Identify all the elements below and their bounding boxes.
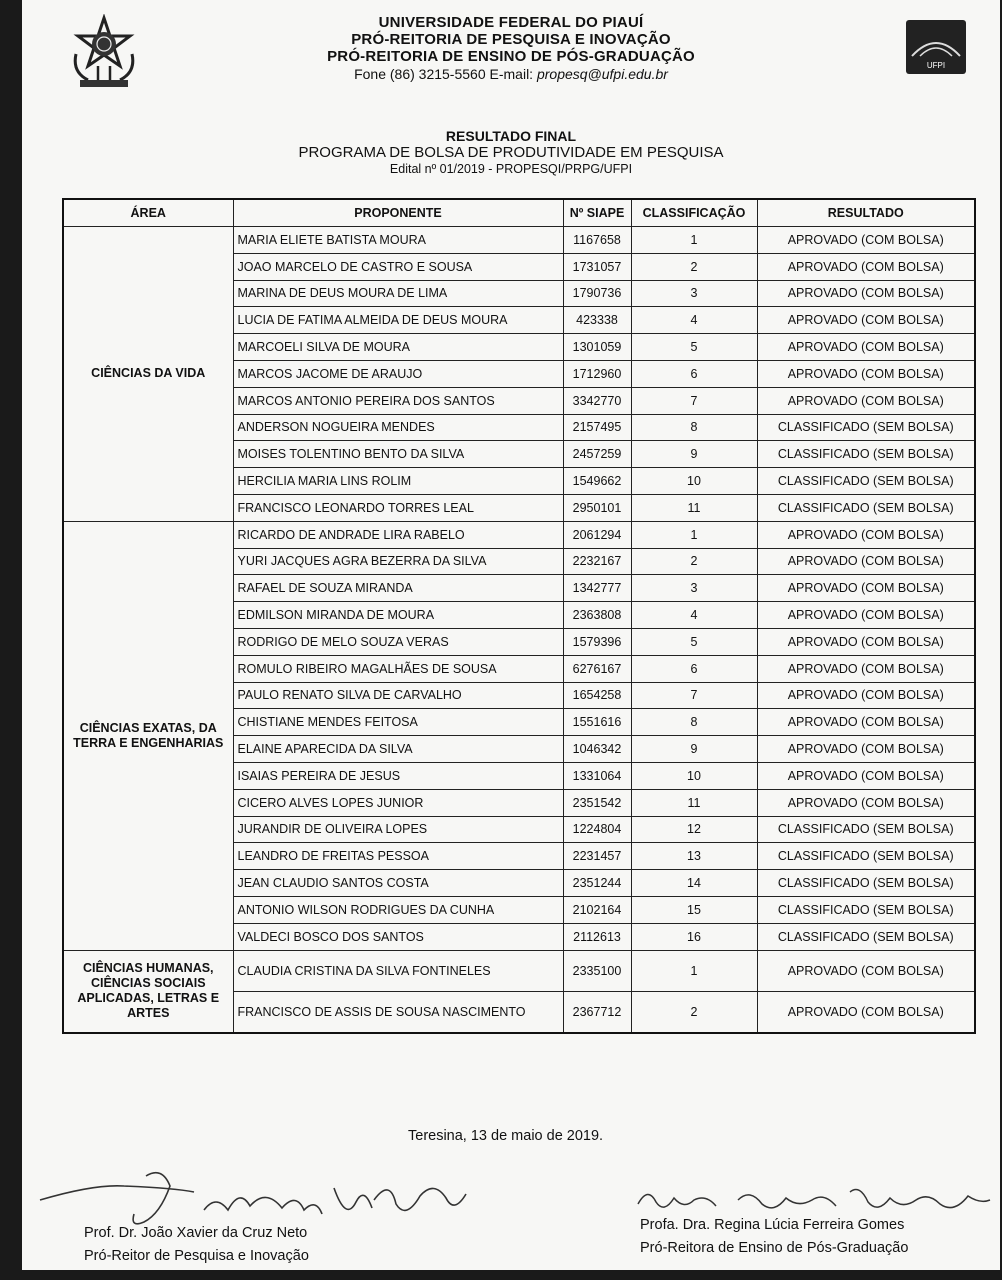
siape-cell: 2231457: [563, 843, 631, 870]
resultado-cell: APROVADO (COM BOLSA): [757, 655, 975, 682]
resultado-cell: APROVADO (COM BOLSA): [757, 602, 975, 629]
resultado-cell: APROVADO (COM BOLSA): [757, 548, 975, 575]
classificacao-cell: 16: [631, 923, 757, 950]
col-header-area: ÁREA: [63, 199, 233, 227]
col-header-resultado: RESULTADO: [757, 199, 975, 227]
resultado-cell: APROVADO (COM BOLSA): [757, 628, 975, 655]
contact-line: [22, 65, 1000, 83]
area-cell: CIÊNCIAS DA VIDA: [63, 227, 233, 522]
proponente-cell: MARCOS JACOME DE ARAUJO: [233, 360, 563, 387]
classificacao-cell: 1: [631, 227, 757, 254]
proponente-cell: CLAUDIA CRISTINA DA SILVA FONTINELES: [233, 950, 563, 991]
siape-cell: 2335100: [563, 950, 631, 991]
results-table: [62, 198, 976, 1034]
classificacao-cell: 3: [631, 575, 757, 602]
resultado-cell: APROVADO (COM BOLSA): [757, 682, 975, 709]
col-header-siape: Nº SIAPE: [563, 199, 631, 227]
table-row: [63, 227, 975, 254]
proponente-cell: JEAN CLAUDIO SANTOS COSTA: [233, 870, 563, 897]
classificacao-cell: 8: [631, 414, 757, 441]
resultado-cell: APROVADO (COM BOLSA): [757, 762, 975, 789]
table-row: [63, 521, 975, 548]
email-link: propesq@ufpi.edu.br: [536, 66, 668, 82]
classificacao-cell: 7: [631, 387, 757, 414]
signatory-right-role: Pró-Reitora de Ensino de Pós-Graduação: [640, 1240, 909, 1256]
classificacao-cell: 11: [631, 494, 757, 521]
siape-cell: 2950101: [563, 494, 631, 521]
signatory-left-name: Prof. Dr. João Xavier da Cruz Neto: [84, 1225, 308, 1241]
resultado-cell: CLASSIFICADO (SEM BOLSA): [757, 414, 975, 441]
proponente-cell: ROMULO RIBEIRO MAGALHÃES DE SOUSA: [233, 655, 563, 682]
proponente-cell: ISAIAS PEREIRA DE JESUS: [233, 762, 563, 789]
siape-cell: 2061294: [563, 521, 631, 548]
classificacao-cell: 10: [631, 762, 757, 789]
ufpi-logo-icon: [902, 16, 970, 78]
document-page: [22, 0, 1000, 1270]
proponente-cell: FRANCISCO LEONARDO TORRES LEAL: [233, 494, 563, 521]
resultado-cell: CLASSIFICADO (SEM BOLSA): [757, 896, 975, 923]
siape-cell: 2351542: [563, 789, 631, 816]
siape-cell: 1790736: [563, 280, 631, 307]
resultado-cell: APROVADO (COM BOLSA): [757, 950, 975, 991]
resultado-cell: APROVADO (COM BOLSA): [757, 360, 975, 387]
proponente-cell: LEANDRO DE FREITAS PESSOA: [233, 843, 563, 870]
siape-cell: 1342777: [563, 575, 631, 602]
document-title: [22, 128, 1000, 177]
siape-cell: 1731057: [563, 253, 631, 280]
date-line: Teresina, 13 de maio de 2019.: [408, 1128, 604, 1144]
siape-cell: 2367712: [563, 991, 631, 1033]
classificacao-cell: 10: [631, 468, 757, 495]
siape-cell: 2112613: [563, 923, 631, 950]
prpg-name: PRÓ-REITORIA DE ENSINO DE PÓS-GRADUAÇÃO: [327, 48, 695, 65]
resultado-cell: CLASSIFICADO (SEM BOLSA): [757, 441, 975, 468]
resultado-cell: APROVADO (COM BOLSA): [757, 991, 975, 1033]
classificacao-cell: 14: [631, 870, 757, 897]
classificacao-cell: 6: [631, 655, 757, 682]
resultado-cell: APROVADO (COM BOLSA): [757, 334, 975, 361]
classificacao-cell: 8: [631, 709, 757, 736]
signatory-right: [640, 1214, 908, 1260]
proponente-cell: RAFAEL DE SOUZA MIRANDA: [233, 575, 563, 602]
resultado-cell: CLASSIFICADO (SEM BOLSA): [757, 494, 975, 521]
resultado-cell: APROVADO (COM BOLSA): [757, 307, 975, 334]
siape-cell: 1046342: [563, 736, 631, 763]
resultado-cell: APROVADO (COM BOLSA): [757, 736, 975, 763]
proponente-cell: HERCILIA MARIA LINS ROLIM: [233, 468, 563, 495]
siape-cell: 1301059: [563, 334, 631, 361]
classificacao-cell: 1: [631, 950, 757, 991]
resultado-cell: APROVADO (COM BOLSA): [757, 789, 975, 816]
proponente-cell: RODRIGO DE MELO SOUZA VERAS: [233, 628, 563, 655]
resultado-cell: APROVADO (COM BOLSA): [757, 709, 975, 736]
phone-text: Fone (86) 3215-5560 E-mail:: [354, 66, 537, 82]
siape-cell: 2351244: [563, 870, 631, 897]
area-cell: CIÊNCIAS EXATAS, DA TERRA E ENGENHARIAS: [63, 521, 233, 950]
title-main: RESULTADO FINAL: [445, 128, 577, 144]
resultado-cell: CLASSIFICADO (SEM BOLSA): [757, 843, 975, 870]
proponente-cell: VALDECI BOSCO DOS SANTOS: [233, 923, 563, 950]
siape-cell: 1549662: [563, 468, 631, 495]
classificacao-cell: 11: [631, 789, 757, 816]
signatory-left-role: Pró-Reitor de Pesquisa e Inovação: [84, 1248, 309, 1264]
classificacao-cell: 12: [631, 816, 757, 843]
proponente-cell: CHISTIANE MENDES FEITOSA: [233, 709, 563, 736]
resultado-cell: APROVADO (COM BOLSA): [757, 253, 975, 280]
proponente-cell: MARCOS ANTONIO PEREIRA DOS SANTOS: [233, 387, 563, 414]
resultado-cell: CLASSIFICADO (SEM BOLSA): [757, 923, 975, 950]
proponente-cell: MARIA ELIETE BATISTA MOURA: [233, 227, 563, 254]
resultado-cell: APROVADO (COM BOLSA): [757, 521, 975, 548]
siape-cell: 6276167: [563, 655, 631, 682]
signatory-right-name: Profa. Dra. Regina Lúcia Ferreira Gomes: [640, 1217, 905, 1233]
proponente-cell: CICERO ALVES LOPES JUNIOR: [233, 789, 563, 816]
resultado-cell: APROVADO (COM BOLSA): [757, 575, 975, 602]
col-header-classificacao: CLASSIFICAÇÃO: [631, 199, 757, 227]
siape-cell: 1551616: [563, 709, 631, 736]
table-row: [63, 950, 975, 991]
col-header-proponente: PROPONENTE: [233, 199, 563, 227]
classificacao-cell: 6: [631, 360, 757, 387]
classificacao-cell: 5: [631, 628, 757, 655]
classificacao-cell: 5: [631, 334, 757, 361]
siape-cell: 2102164: [563, 896, 631, 923]
proponente-cell: ELAINE APARECIDA DA SILVA: [233, 736, 563, 763]
proponente-cell: RICARDO DE ANDRADE LIRA RABELO: [233, 521, 563, 548]
results-table-body: [63, 227, 975, 1033]
proponente-cell: YURI JACQUES AGRA BEZERRA DA SILVA: [233, 548, 563, 575]
siape-cell: 1712960: [563, 360, 631, 387]
signatory-left: [84, 1222, 309, 1268]
resultado-cell: CLASSIFICADO (SEM BOLSA): [757, 468, 975, 495]
propesqi-name: PRÓ-REITORIA DE PESQUISA E INOVAÇÃO: [351, 31, 671, 48]
classificacao-cell: 3: [631, 280, 757, 307]
classificacao-cell: 7: [631, 682, 757, 709]
siape-cell: 1579396: [563, 628, 631, 655]
siape-cell: 1331064: [563, 762, 631, 789]
classificacao-cell: 9: [631, 441, 757, 468]
proponente-cell: MOISES TOLENTINO BENTO DA SILVA: [233, 441, 563, 468]
siape-cell: 1654258: [563, 682, 631, 709]
resultado-cell: CLASSIFICADO (SEM BOLSA): [757, 816, 975, 843]
proponente-cell: ANDERSON NOGUEIRA MENDES: [233, 414, 563, 441]
classificacao-cell: 13: [631, 843, 757, 870]
letterhead: [22, 14, 1000, 83]
classificacao-cell: 4: [631, 602, 757, 629]
classificacao-cell: 9: [631, 736, 757, 763]
classificacao-cell: 2: [631, 548, 757, 575]
siape-cell: 2457259: [563, 441, 631, 468]
classificacao-cell: 4: [631, 307, 757, 334]
proponente-cell: MARINA DE DEUS MOURA DE LIMA: [233, 280, 563, 307]
siape-cell: 3342770: [563, 387, 631, 414]
resultado-cell: APROVADO (COM BOLSA): [757, 227, 975, 254]
classificacao-cell: 1: [631, 521, 757, 548]
proponente-cell: MARCOELI SILVA DE MOURA: [233, 334, 563, 361]
siape-cell: 1224804: [563, 816, 631, 843]
siape-cell: 423338: [563, 307, 631, 334]
table-header-row: [63, 199, 975, 227]
proponente-cell: JURANDIR DE OLIVEIRA LOPES: [233, 816, 563, 843]
resultado-cell: APROVADO (COM BOLSA): [757, 387, 975, 414]
siape-cell: 2232167: [563, 548, 631, 575]
proponente-cell: LUCIA DE FATIMA ALMEIDA DE DEUS MOURA: [233, 307, 563, 334]
proponente-cell: ANTONIO WILSON RODRIGUES DA CUNHA: [233, 896, 563, 923]
siape-cell: 2363808: [563, 602, 631, 629]
proponente-cell: JOAO MARCELO DE CASTRO E SOUSA: [233, 253, 563, 280]
resultado-cell: CLASSIFICADO (SEM BOLSA): [757, 870, 975, 897]
area-cell: CIÊNCIAS HUMANAS, CIÊNCIAS SOCIAIS APLICADAS, LETRAS E ARTES: [63, 950, 233, 1033]
ufpi-logo-text: UFPI: [926, 61, 946, 70]
proponente-cell: FRANCISCO DE ASSIS DE SOUSA NASCIMENTO: [233, 991, 563, 1033]
siape-cell: 1167658: [563, 227, 631, 254]
title-edital: Edital nº 01/2019 - PROPESQI/PRPG/UFPI: [389, 162, 633, 176]
university-name: UNIVERSIDADE FEDERAL DO PIAUÍ: [378, 14, 644, 31]
classificacao-cell: 2: [631, 253, 757, 280]
resultado-cell: APROVADO (COM BOLSA): [757, 280, 975, 307]
classificacao-cell: 2: [631, 991, 757, 1033]
title-program: PROGRAMA DE BOLSA DE PRODUTIVIDADE EM PESQUISA: [298, 144, 724, 161]
siape-cell: 2157495: [563, 414, 631, 441]
classificacao-cell: 15: [631, 896, 757, 923]
proponente-cell: PAULO RENATO SILVA DE CARVALHO: [233, 682, 563, 709]
proponente-cell: EDMILSON MIRANDA DE MOURA: [233, 602, 563, 629]
